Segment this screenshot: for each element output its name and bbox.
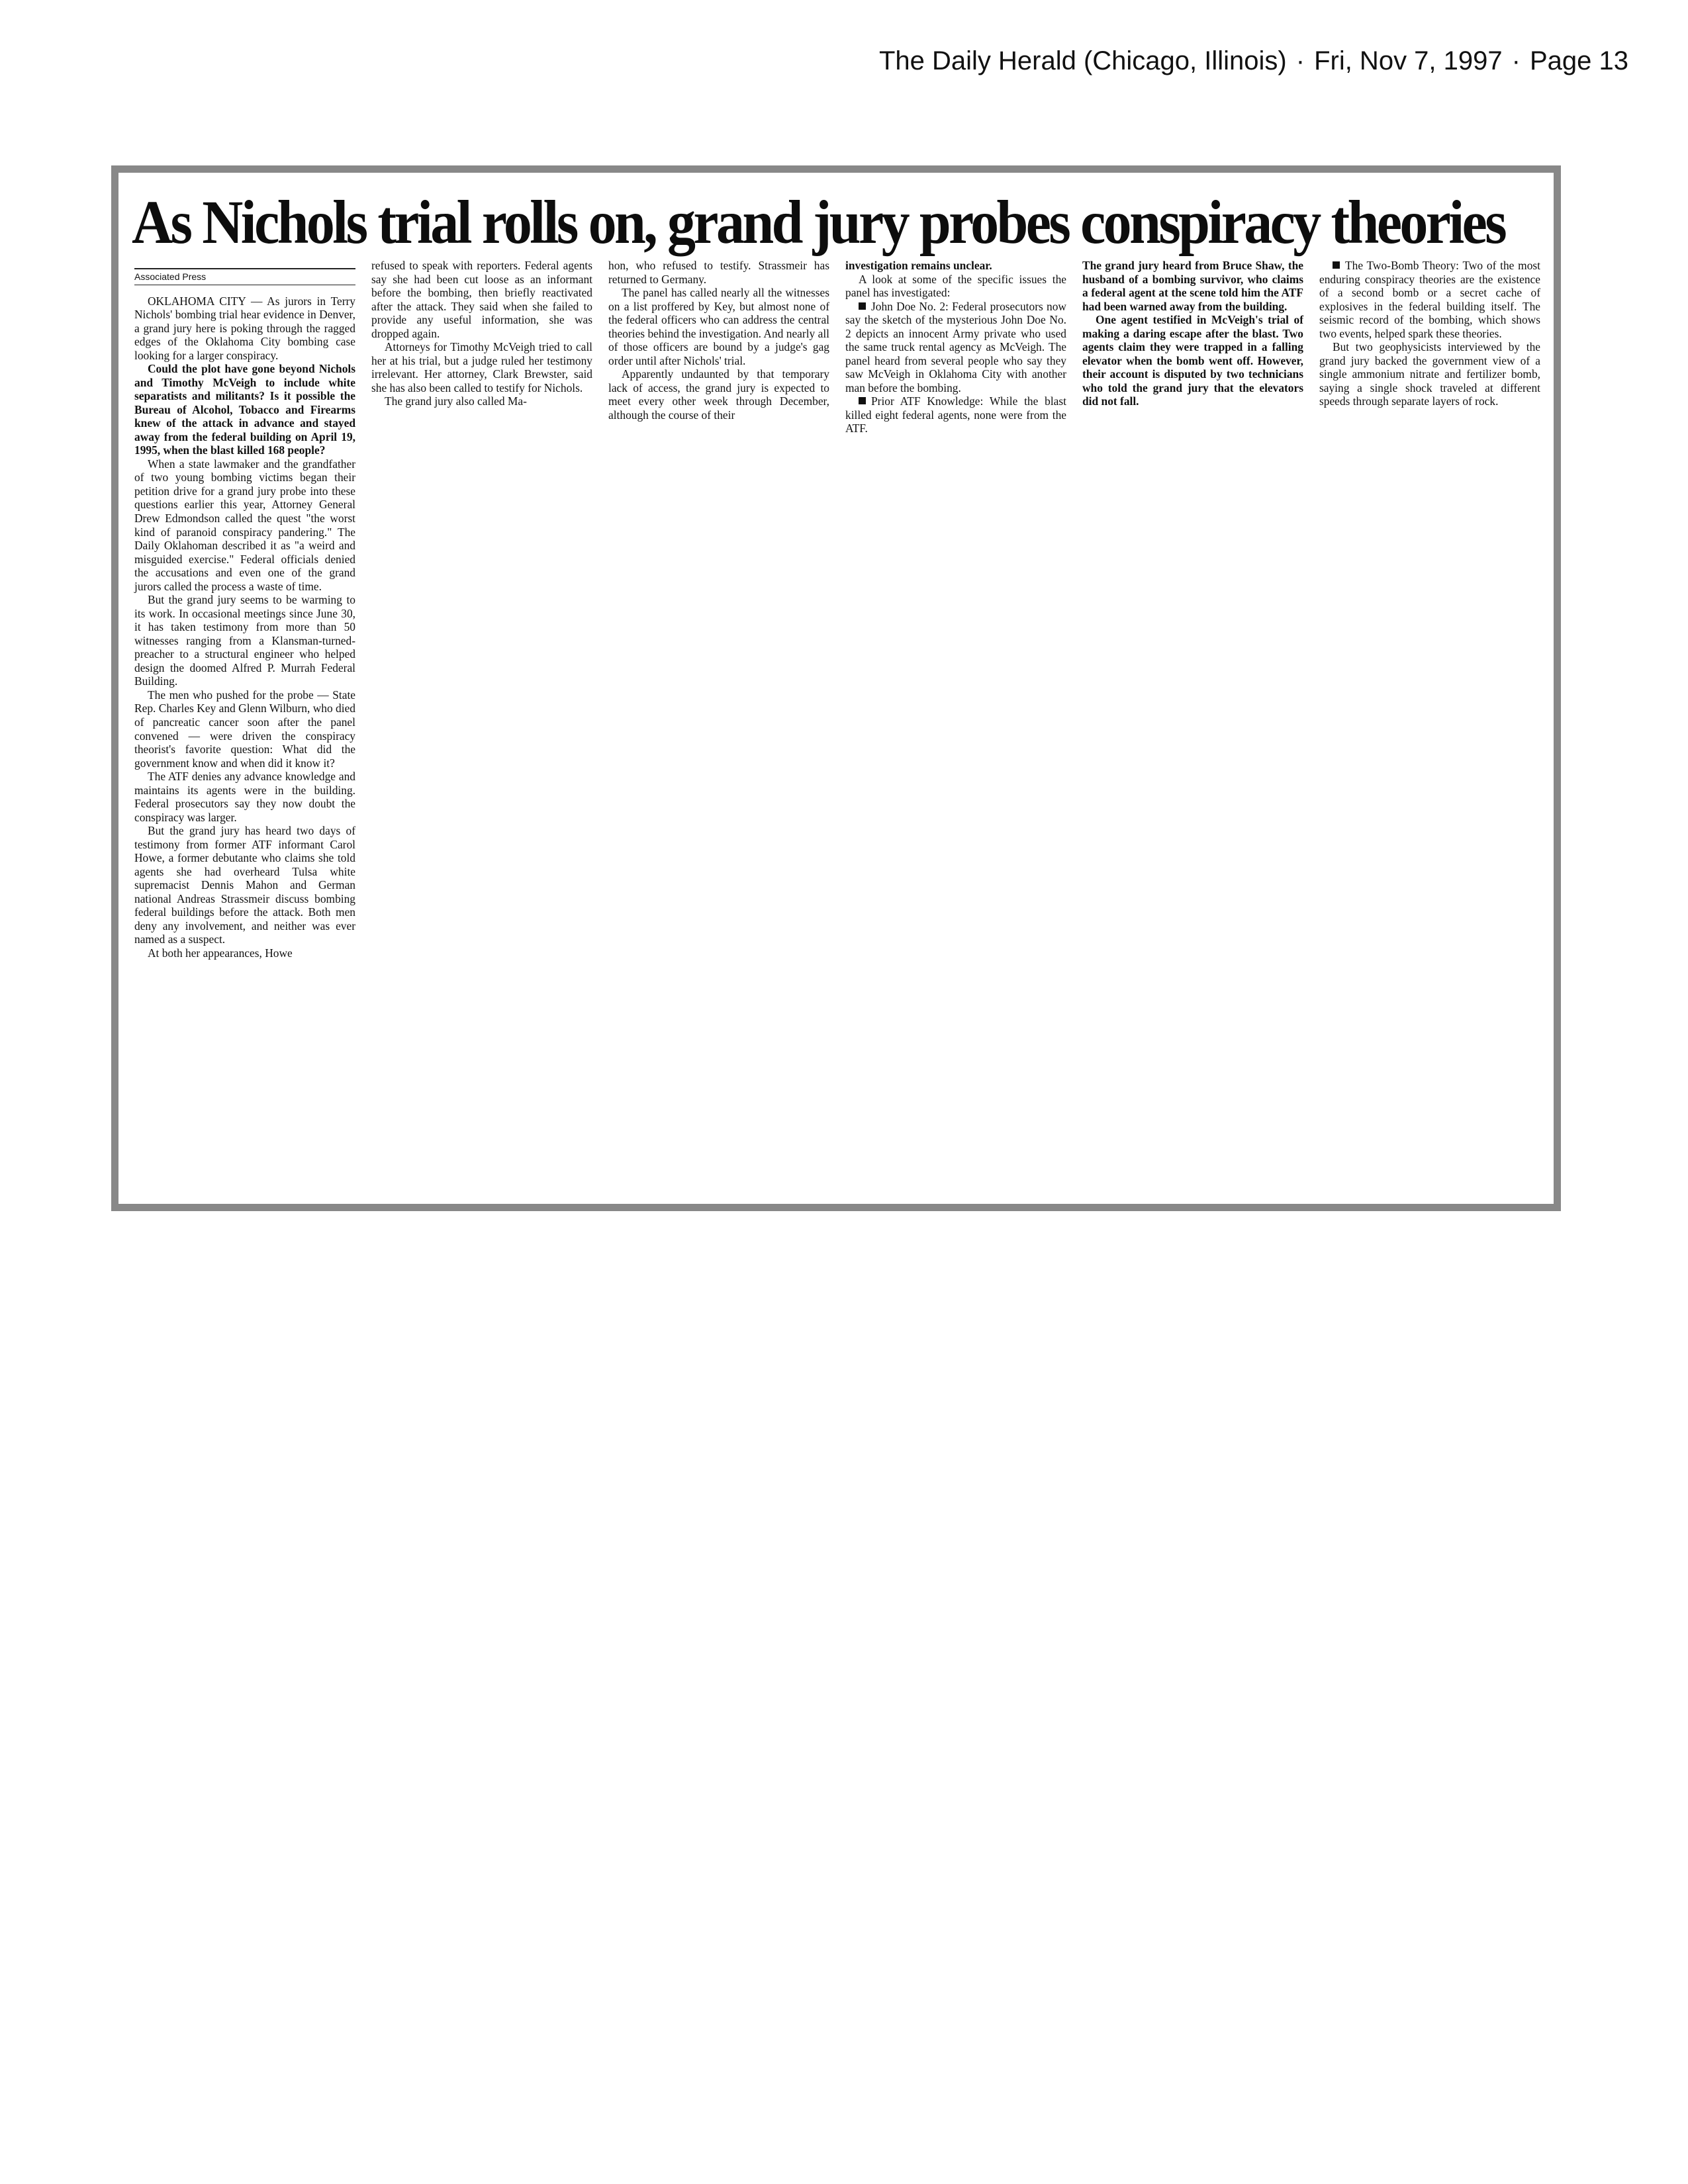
newspaper-clipping <box>111 165 1561 1211</box>
article-paragraph: The grand jury also called Ma- <box>385 394 527 408</box>
article-paragraph: But the grand jury has heard two days of testimony from former ATF informant Carol Howe, a former debutante who claims she told agents she had overheard Tulsa white supremacist Dennis Mahon and German national Andreas Strassmeir discuss bombing federal buildings before the attack. Both men deny any involvement, and neither was ever named as a suspect. <box>134 824 355 946</box>
article-column-3 <box>608 259 829 960</box>
article-columns <box>134 259 1540 960</box>
article-headline: As Nichols trial rolls on, grand jury probes conspiracy theories <box>132 187 1505 257</box>
article-paragraph: But the grand jury seems to be warming to its work. In occasional meetings since June 30, it has taken testimony from more than 50 witnesses ranging from a Klansman-turned-preacher to a structural engineer who helped design the doomed Alfred P. Murrah Federal Building. <box>134 593 355 688</box>
bullet-text: John Doe No. 2: Federal prosecutors now say the sketch of the mysterious John Doe No. 2 depicts an innocent Army private who used the same truck rental agency as McVeigh. The panel heard from several people who say they saw McVeigh in Oklahoma City with another man before the bombing. <box>845 299 1066 394</box>
header-separator: · <box>1511 46 1521 75</box>
article-paragraph: When a state lawmaker and the grandfather of two young bombing victims began their petition drive for a grand jury probe into these questions earlier this year, Attorney General Drew Edmondson called the quest "the worst kind of paranoid conspiracy pandering." The Daily Oklahoman described it as "a weird and misguided exercise." Federal officials denied the accusations and even one of the grand jurors called the process a waste of time. <box>134 457 355 593</box>
article-column-4 <box>845 259 1066 960</box>
page-number: Page 13 <box>1529 46 1628 75</box>
article-column-1 <box>134 259 355 960</box>
article-paragraph: But two geophysicists interviewed by the grand jury backed the government view of a single ammonium nitrate and fertilizer bomb, saying a single shock traveled at different speeds through separate layers of rock. <box>1319 340 1540 408</box>
article-paragraph: Apparently undaunted by that temporary lack of access, the grand jury is expected to meet every other week through December, although the course of their <box>608 367 829 422</box>
article-paragraph: refused to speak with reporters. Federal agents say she had been cut loose as an informant before the bombing, then briefly reactivated after the attack. They said when she failed to provide any useful information, she was dropped again. <box>371 259 592 340</box>
article-paragraph <box>845 300 1066 395</box>
article-paragraph: investigation remains unclear. <box>845 259 992 272</box>
publication-name: The Daily Herald (Chicago, Illinois) <box>878 46 1287 75</box>
publication-date: Fri, Nov 7, 1997 <box>1314 46 1503 75</box>
article-paragraph <box>845 394 1066 435</box>
article-paragraph: At both her appearances, Howe <box>148 946 293 960</box>
article-paragraph: The men who pushed for the probe — State Rep. Charles Key and Glenn Wilburn, who died of pancreatic cancer soon after the panel convened — were driven the conspiracy theorist's favorite question: What did the government know and when did it know it? <box>134 688 355 770</box>
article-byline: Associated Press <box>134 268 355 285</box>
square-bullet-icon <box>1333 261 1340 269</box>
bullet-text: The Two-Bomb Theory: Two of the most enduring conspiracy theories are the existence of a second bomb or a secret cache of explosives in the federal building itself. The seismic record of the bombing, which shows two events, helped spark these theories. <box>1319 259 1540 340</box>
article-paragraph: Attorneys for Timothy McVeigh tried to call her at his trial, but a judge ruled her testimony irrelevant. Her attorney, Clark Brewster, said she has also been called to testify for Nichols. <box>371 340 592 394</box>
page-header <box>879 46 1628 76</box>
article-paragraph: Could the plot have gone beyond Nichols and Timothy McVeigh to include white separatists and militants? Is it possible the Bureau of Alcohol, Tobacco and Firearms knew of the attack in advance and stayed away from the federal building on April 19, 1995, when the blast killed 168 people? <box>134 362 355 457</box>
article-column-6 <box>1319 259 1540 960</box>
square-bullet-icon <box>859 302 866 310</box>
article-paragraph: The ATF denies any advance knowledge and maintains its agents were in the building. Federal prosecutors say they now doubt the conspiracy was larger. <box>134 770 355 824</box>
article-paragraph: The panel has called nearly all the witnesses on a list proffered by Key, but almost none of the federal officers who can address the central theories behind the investigation. And nearly all of those officers are bound by a judge's gag order until after Nichols' trial. <box>608 286 829 367</box>
square-bullet-icon <box>859 397 866 404</box>
header-separator: · <box>1295 46 1305 75</box>
article-paragraph: One agent testified in McVeigh's trial of making a daring escape after the blast. Two agents claim they were trapped in a falling elevator when the bomb went off. However, their account is disputed by two technicians who told the grand jury that the elevators did not fall. <box>1082 313 1303 408</box>
article-paragraph: OKLAHOMA CITY — As jurors in Terry Nichols' bombing trial hear evidence in Denver, a grand jury here is poking through the ragged edges of the Oklahoma City bombing case looking for a larger conspiracy. <box>134 294 355 362</box>
bullet-text: Prior ATF Knowledge: While the blast killed eight federal agents, none were from the ATF. <box>845 394 1066 435</box>
article-paragraph: hon, who refused to testify. Strassmeir has returned to Germany. <box>608 259 829 286</box>
article-paragraph: The grand jury heard from Bruce Shaw, the husband of a bombing survivor, who claims a federal agent at the scene told him the ATF had been warned away from the building. <box>1082 259 1303 313</box>
article-paragraph <box>1319 259 1540 340</box>
article-paragraph: A look at some of the specific issues the panel has investigated: <box>845 272 1066 300</box>
article-column-2 <box>371 259 592 960</box>
article-column-5 <box>1082 259 1303 960</box>
